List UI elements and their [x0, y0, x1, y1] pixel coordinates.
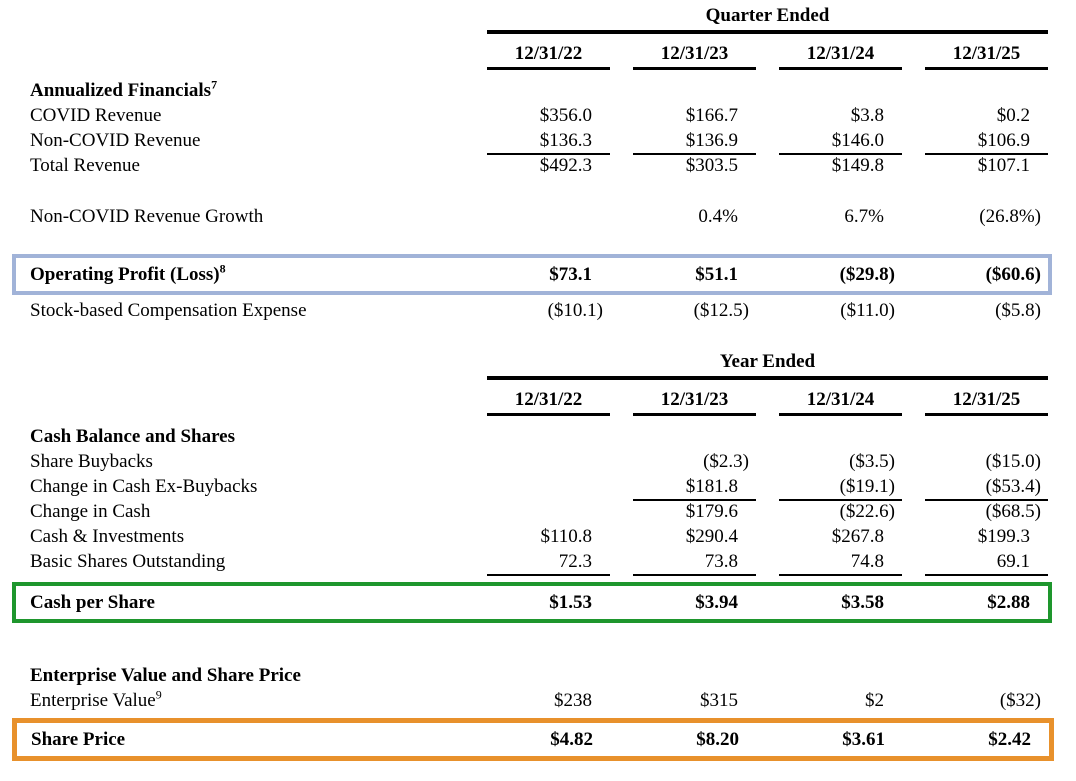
row-label: Cash per Share [30, 592, 155, 613]
column-header-date: 12/31/22 [487, 42, 610, 70]
quarter-date-columns-row [30, 42, 1076, 70]
cell-value: $136.3 [487, 128, 610, 155]
cell-value: $136.9 [633, 128, 756, 155]
enterprise-value-table [30, 663, 1076, 761]
cell-value: $8.20 [696, 729, 739, 750]
cell-value: 72.3 [487, 549, 610, 576]
cell-value: $3.61 [842, 729, 885, 750]
cell-value: ($5.8) [995, 300, 1041, 321]
cell-value: (26.8%) [979, 206, 1041, 227]
row-label: Share Buybacks [30, 451, 153, 472]
row-label-text: Operating Profit (Loss) [30, 264, 220, 285]
table-row-operating-profit-loss [30, 262, 1048, 287]
cell-value: ($11.0) [840, 300, 895, 321]
row-label: COVID Revenue [30, 105, 162, 126]
row-label: Change in Cash [30, 501, 151, 522]
quarter-header-row [30, 3, 1076, 34]
cell-value: $267.8 [831, 526, 884, 547]
table-row-share-price [31, 727, 1049, 752]
cell-value [487, 204, 610, 229]
cell-value: $2.88 [987, 592, 1030, 613]
cell-value: $146.0 [779, 128, 902, 155]
cell-value [487, 474, 610, 501]
table-row-basic-shares-outstanding [30, 549, 1076, 574]
year-ended-span-header: Year Ended [487, 349, 1048, 380]
year-header-row [30, 349, 1076, 380]
table-row-share-buybacks [30, 449, 1076, 474]
table-row-enterprise-value [30, 688, 1076, 713]
table-row-total-revenue [30, 153, 1076, 178]
column-header-date: 12/31/25 [925, 42, 1048, 70]
section-label [30, 78, 464, 103]
column-header-date: 12/31/22 [487, 388, 610, 416]
cell-value: $2 [865, 690, 884, 711]
table-row-change-in-cash [30, 499, 1076, 524]
column-header-date: 12/31/23 [633, 42, 756, 70]
share-price-highlight-box [12, 718, 1054, 761]
column-header-date: 12/31/23 [633, 388, 756, 416]
row-label [30, 262, 464, 287]
spacer-cell [30, 388, 464, 416]
cell-value: 73.8 [633, 549, 756, 576]
cell-value: ($29.8) [839, 264, 895, 285]
section-label-text: Annualized Financials [30, 80, 212, 101]
section-label: Cash Balance and Shares [30, 426, 236, 447]
cell-value: $315 [700, 690, 738, 711]
cell-value: ($19.1) [779, 474, 902, 501]
cell-value: ($53.4) [925, 474, 1048, 501]
row-label: Total Revenue [30, 155, 140, 176]
year-date-columns-row [30, 388, 1076, 416]
cell-value: $110.8 [540, 526, 592, 547]
row-label: Non-COVID Revenue [30, 130, 201, 151]
cell-value: ($10.1) [547, 300, 603, 321]
row-label: Basic Shares Outstanding [30, 551, 226, 572]
cell-value: $181.8 [633, 474, 756, 501]
cell-value: $290.4 [685, 526, 738, 547]
cell-value: ($60.6) [985, 264, 1041, 285]
row-label-text: Enterprise Value [30, 690, 156, 711]
table-row-stock-based-compensation [30, 298, 1076, 323]
cell-value: $107.1 [977, 155, 1030, 176]
cell-value [487, 499, 610, 524]
column-header-date: 12/31/25 [925, 388, 1048, 416]
column-header-date: 12/31/24 [779, 42, 902, 70]
cell-value: $3.94 [695, 592, 738, 613]
cell-value: 6.7% [844, 206, 884, 227]
cell-value: $238 [554, 690, 592, 711]
operating-profit-highlight-box [12, 254, 1052, 295]
section-header-enterprise-value-and-share-price [30, 663, 1076, 688]
cell-value: $51.1 [695, 264, 738, 285]
cell-value: $199.3 [977, 526, 1030, 547]
cell-value: 0.4% [698, 206, 738, 227]
column-header-date: 12/31/24 [779, 388, 902, 416]
row-label: Non-COVID Revenue Growth [30, 206, 264, 227]
row-label: Share Price [31, 729, 126, 750]
cell-value: $0.2 [996, 105, 1030, 126]
spacer-cell [30, 42, 464, 70]
cell-value: $3.8 [850, 105, 884, 126]
cell-value: $4.82 [550, 729, 593, 750]
spacer-cell [30, 349, 464, 380]
year-ended-table [30, 349, 1076, 623]
section-header-annualized-financials [30, 78, 1076, 103]
footnote-ref-7: 7 [211, 77, 218, 92]
cell-value: ($68.5) [985, 501, 1041, 522]
spacer-cell [30, 3, 464, 34]
row-label: Change in Cash Ex-Buybacks [30, 476, 258, 497]
quarter-ended-span-header: Quarter Ended [487, 3, 1048, 34]
cell-value: 74.8 [779, 549, 902, 576]
cell-value: $166.7 [685, 105, 738, 126]
cell-value: ($2.3) [703, 451, 749, 472]
section-header-cash-balance-and-shares [30, 424, 1076, 449]
row-label: Cash & Investments [30, 526, 185, 547]
cell-value: $356.0 [539, 105, 592, 126]
cell-value: 69.1 [925, 549, 1048, 576]
table-row-change-in-cash-ex-buybacks [30, 474, 1076, 499]
cell-value: $149.8 [831, 155, 884, 176]
cell-value: $492.3 [539, 155, 592, 176]
cell-value: ($15.0) [985, 451, 1041, 472]
cell-value: $2.42 [988, 729, 1031, 750]
footnote-ref-8: 8 [219, 261, 226, 276]
quarter-ended-table [30, 3, 1076, 323]
cell-value: $106.9 [925, 128, 1048, 155]
cell-value: ($12.5) [693, 300, 749, 321]
cell-value: $1.53 [549, 592, 592, 613]
footnote-ref-9: 9 [155, 687, 162, 702]
cell-value [487, 449, 610, 474]
table-row-non-covid-revenue-growth [30, 204, 1076, 229]
table-row-cash-and-investments [30, 524, 1076, 549]
cell-value: $303.5 [685, 155, 738, 176]
cell-value: ($22.6) [839, 501, 895, 522]
cell-value: $179.6 [685, 501, 738, 522]
table-row-non-covid-revenue [30, 128, 1076, 153]
cell-value: $3.58 [841, 592, 884, 613]
cash-per-share-highlight-box [12, 582, 1052, 623]
section-label: Enterprise Value and Share Price [30, 665, 301, 686]
row-label: Stock-based Compensation Expense [30, 300, 307, 321]
cell-value: ($32) [999, 690, 1041, 711]
table-row-covid-revenue [30, 103, 1076, 128]
cell-value: ($3.5) [849, 451, 895, 472]
table-row-cash-per-share [30, 590, 1048, 615]
cell-value: $73.1 [549, 264, 592, 285]
row-label [30, 688, 464, 713]
